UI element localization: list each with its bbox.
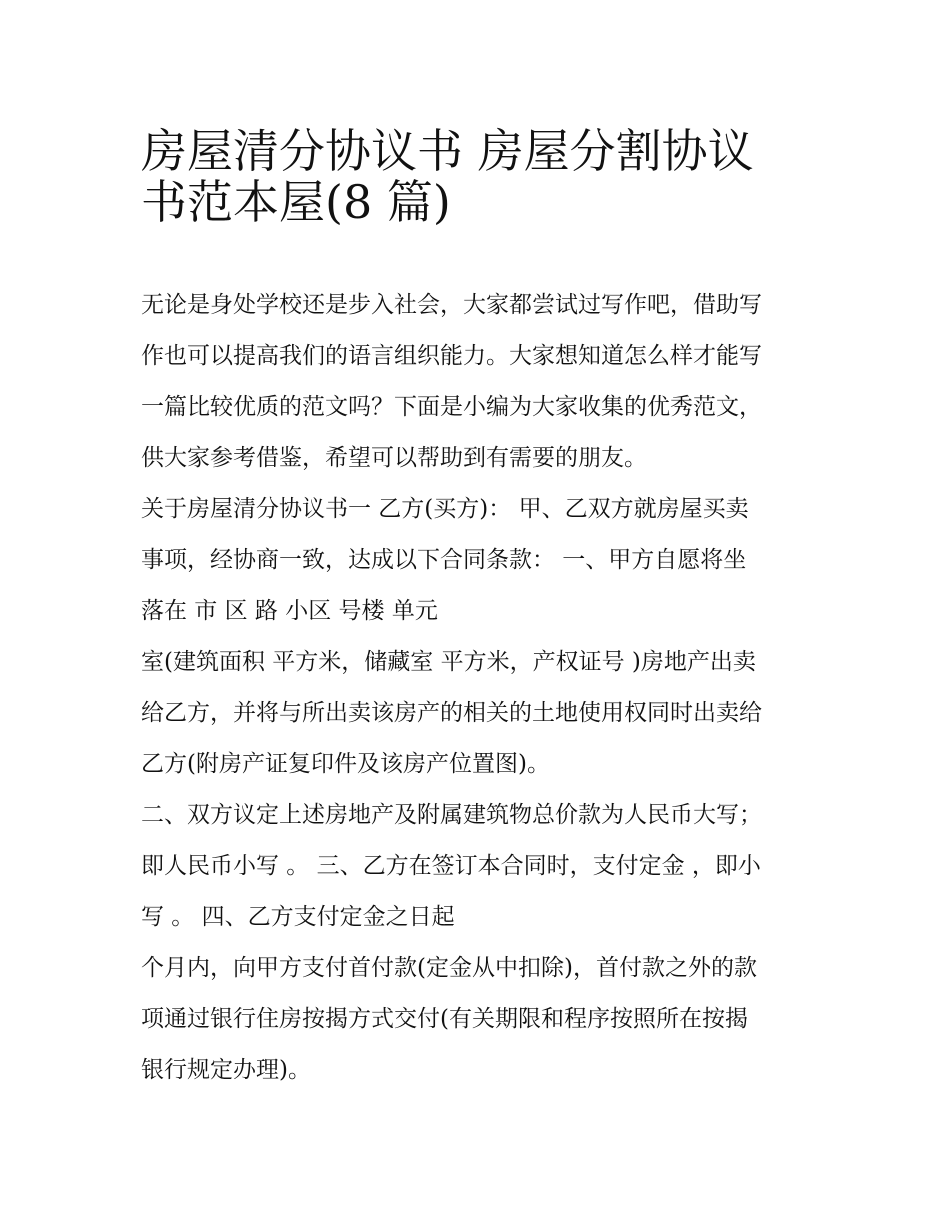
title-line-2: 书范本屋(8 篇) xyxy=(141,175,451,229)
body-line: 银行规定办理)。 xyxy=(141,1057,311,1083)
body-line: 作也可以提高我们的语言组织能力。大家想知道怎么样才能写 xyxy=(141,343,762,369)
body-line: 个月内，向甲方支付首付款(定金从中扣除)，首付款之外的款 xyxy=(141,955,757,981)
body-line: 无论是身处学校还是步入社会，大家都尝试过写作吧，借助写 xyxy=(141,292,762,318)
body-line: 写 。 四、乙方支付定金之日起 xyxy=(141,904,455,930)
body-line: 关于房屋清分协议书一 乙方(买方)： 甲、乙双方就房屋买卖 xyxy=(141,496,749,522)
title-line-1: 房屋清分协议书 房屋分割协议 xyxy=(141,124,754,178)
body-line: 给乙方，并将与所出卖该房产的相关的土地使用权同时出卖给 xyxy=(141,700,762,726)
body-line: 即人民币小写 。 三、乙方在签订本合同时，支付定金 ，即小 xyxy=(141,853,761,879)
body-line: 乙方(附房产证复印件及该房产位置图)。 xyxy=(141,751,550,777)
body-line: 二、双方议定上述房地产及附属建筑物总价款为人民币大写； xyxy=(141,802,762,828)
body-line: 一篇比较优质的范文吗？下面是小编为大家收集的优秀范文， xyxy=(141,394,762,420)
document-title xyxy=(141,114,831,229)
body-line: 落在 市 区 路 小区 号楼 单元 xyxy=(141,598,438,624)
body-line: 项通过银行住房按揭方式交付(有关期限和程序按照所在按揭 xyxy=(141,1006,748,1032)
body-line: 供大家参考借鉴，希望可以帮助到有需要的朋友。 xyxy=(141,445,647,471)
body-line: 事项，经协商一致，达成以下合同条款： 一、甲方自愿将坐 xyxy=(141,547,747,573)
body-line: 室(建筑面积 平方米，储藏室 平方米，产权证号 )房地产出卖 xyxy=(141,649,756,675)
document-body xyxy=(141,280,821,1096)
